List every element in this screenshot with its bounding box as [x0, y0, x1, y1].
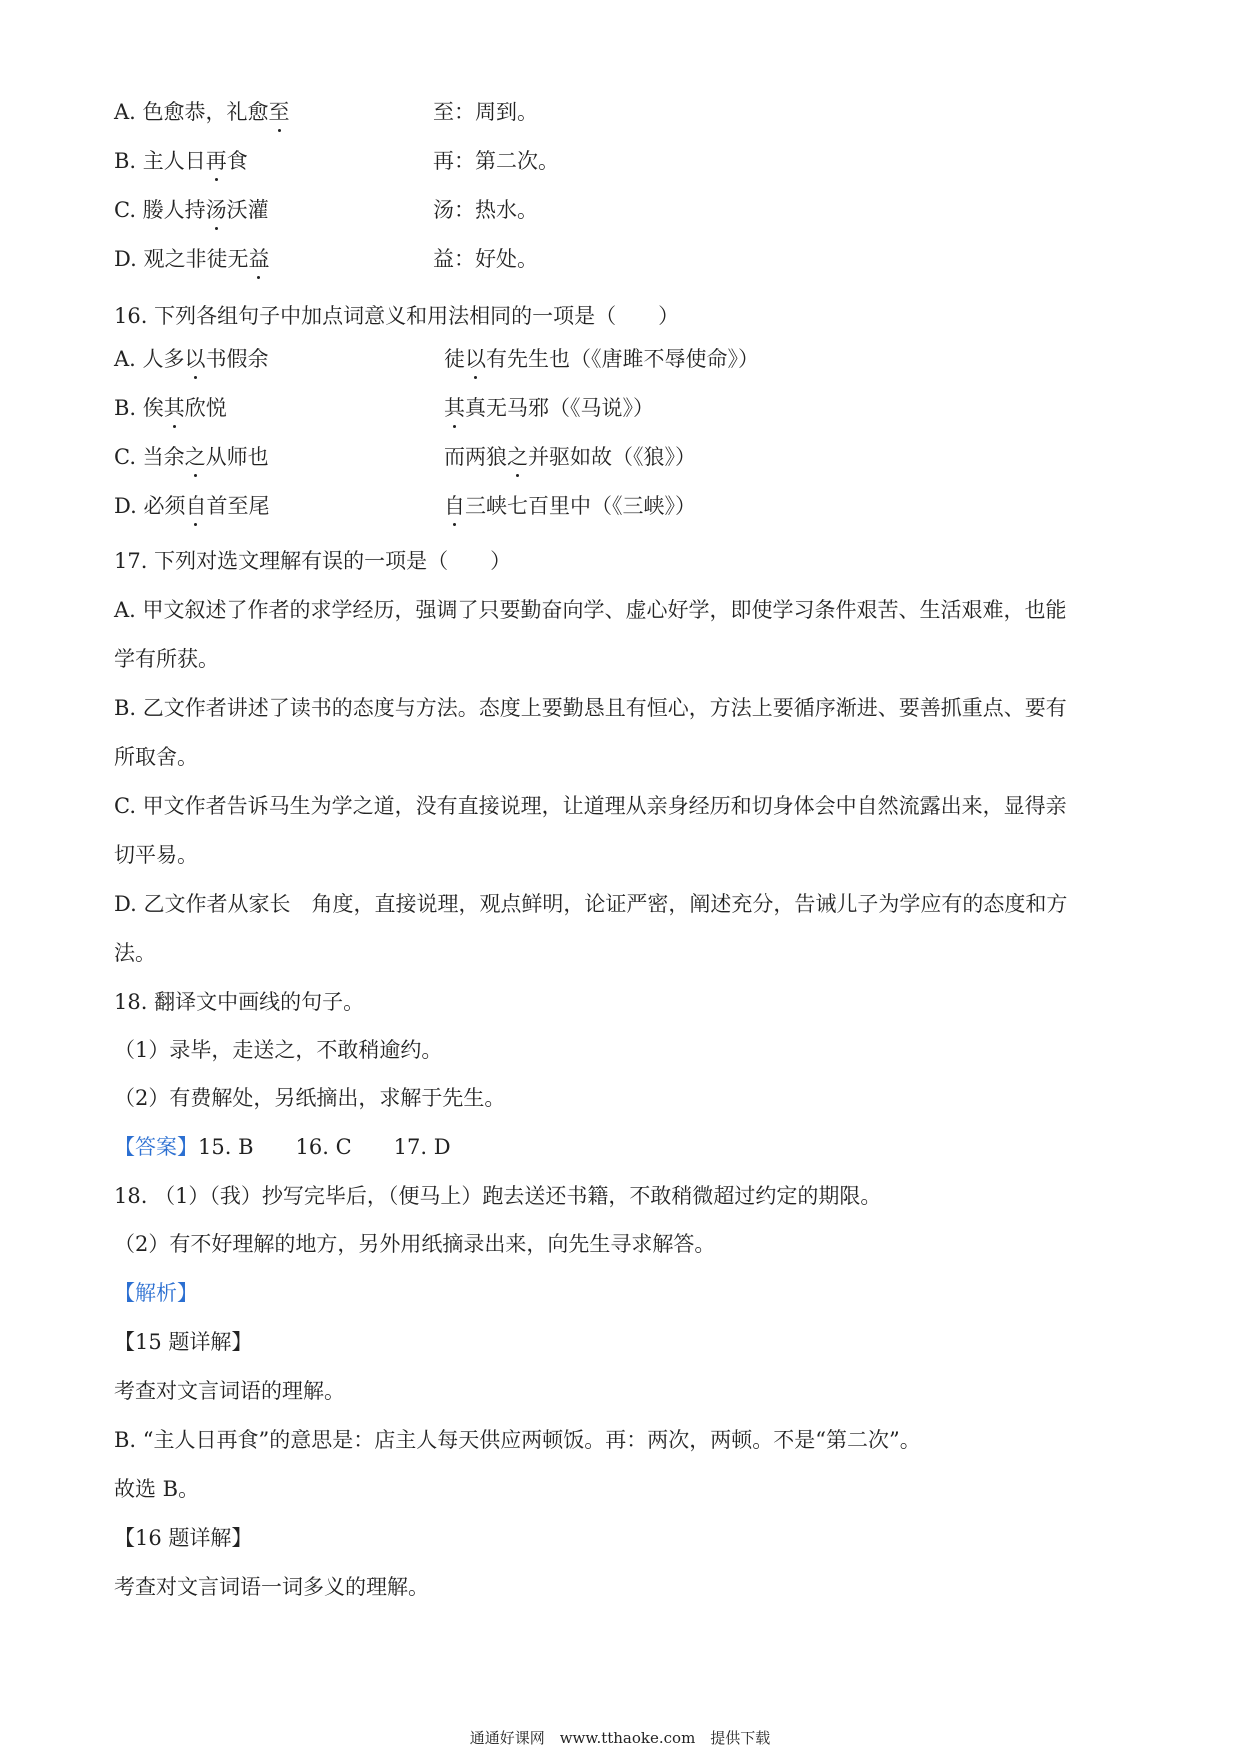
option-text: 食: [226, 149, 248, 173]
option-text: D. 观之非徒无: [114, 247, 249, 271]
option-text: 真无马邪（《马说》）: [465, 396, 654, 420]
q17-stem: 17. 下列对选文理解有误的一项是（ ）: [114, 549, 512, 573]
q16-option-c-right: [444, 443, 696, 471]
q16-option-b-left: [114, 394, 227, 422]
option-text: 欣悦: [184, 396, 227, 420]
detail-16-para-1: 考查对文言词语一词多义的理解。: [114, 1575, 429, 1599]
q17-option-b-cont: 所取舍。: [114, 745, 198, 769]
dotted-word: 其: [444, 396, 465, 420]
q17-option-d: D. 乙文作者从家长 角度，直接说理，观点鲜明，论证严密，阐述充分，告诫儿子为学应有的态度和方: [114, 892, 1068, 916]
answer-18-2: （2）有不好理解的地方，另外用纸摘录出来，向先生寻求解答。: [114, 1232, 716, 1256]
q15-gloss-a: 至：周到。: [433, 100, 538, 124]
q16-option-b-right: [444, 394, 654, 422]
answer-18-1: 18. （1）（我）抄写完毕后，（便马上）跑去送还书籍，不敢稍微超过约定的期限。: [114, 1184, 882, 1208]
q16-option-a-right: [444, 345, 759, 373]
q18-sentence-1: （1）录毕，走送之，不敢稍逾约。: [114, 1038, 443, 1062]
option-text: 三峡七百里中（《三峡》）: [465, 494, 696, 518]
answer-line: [114, 1133, 451, 1161]
answer-text: 15. B 16. C 17. D: [198, 1135, 451, 1159]
q17-option-a-cont: 学有所获。: [114, 647, 219, 671]
dotted-word: 以: [465, 347, 486, 371]
q16-stem: 16. 下列各组句子中加点词意义和用法相同的一项是（ ）: [114, 304, 680, 328]
dotted-word: 益: [248, 247, 270, 271]
detail-15-para-3: 故选 B。: [114, 1477, 200, 1501]
option-text: 并驱如故（《狼》）: [528, 445, 696, 469]
dotted-word: 自: [185, 494, 207, 518]
page-footer: 通通好课网 www.tthaoke.com 提供下载: [469, 1729, 771, 1747]
option-text: 书假余: [205, 347, 269, 371]
dotted-word: 其: [163, 396, 185, 420]
q15-gloss-d: 益：好处。: [433, 247, 538, 271]
dotted-word: 至: [268, 100, 290, 124]
q17-option-c: C. 甲文作者告诉马生为学之道，没有直接说理，让道理从亲身经历和切身体会中自然流露出来，显得亲: [114, 794, 1067, 818]
dotted-word: 之: [184, 445, 206, 469]
analysis-tag: 【解析】: [114, 1281, 198, 1305]
option-text: 徒: [444, 347, 465, 371]
option-text: 沃灌: [226, 198, 269, 222]
option-text: A. 色愈恭，礼愈: [114, 100, 269, 124]
q17-option-a: A. 甲文叙述了作者的求学经历，强调了只要勤奋向学、虚心好学，即使学习条件艰苦、生活艰难，也能: [114, 598, 1067, 622]
option-text: C. 当余: [114, 445, 185, 469]
dotted-word: 以: [184, 347, 206, 371]
detail-15-heading: 【15 题详解】: [114, 1330, 253, 1354]
q18-stem: 18. 翻译文中画线的句子。: [114, 990, 365, 1014]
dotted-word: 自: [444, 494, 465, 518]
q17-option-d-cont: 法。: [114, 941, 156, 965]
option-text: 首至尾: [206, 494, 270, 518]
option-text: B. 俟: [114, 396, 164, 420]
answer-tag: 【答案】: [114, 1135, 198, 1159]
option-text: D. 必须: [114, 494, 186, 518]
option-text: 从师也: [205, 445, 269, 469]
option-text: B. 主人日: [114, 149, 206, 173]
q16-option-c-left: [114, 443, 269, 471]
q15-option-b: [114, 147, 248, 175]
q16-option-d-right: [444, 492, 696, 520]
q15-option-c: [114, 196, 269, 224]
q15-gloss-b: 再：第二次。: [433, 149, 559, 173]
q17-option-c-cont: 切平易。: [114, 843, 198, 867]
option-text: C. 媵人持: [114, 198, 206, 222]
detail-16-heading: 【16 题详解】: [114, 1526, 253, 1550]
option-text: A. 人多: [114, 347, 185, 371]
option-text: 而两狼: [444, 445, 507, 469]
q15-option-d: [114, 245, 269, 273]
q15-option-a: [114, 98, 290, 126]
q15-gloss-c: 汤：热水。: [433, 198, 538, 222]
detail-15-para-1: 考查对文言词语的理解。: [114, 1379, 345, 1403]
detail-15-para-2: B. “主人日再食”的意思是：店主人每天供应两顿饭。再：两次，两顿。不是“第二次”。: [114, 1428, 921, 1452]
dotted-word: 之: [507, 445, 528, 469]
option-text: 有先生也（《唐雎不辱使命》）: [486, 347, 759, 371]
q16-option-d-left: [114, 492, 269, 520]
q16-option-a-left: [114, 345, 269, 373]
dotted-word: 再: [205, 149, 227, 173]
q17-option-b: B. 乙文作者讲述了读书的态度与方法。态度上要勤恳且有恒心，方法上要循序渐进、要善抓重点、要有: [114, 696, 1067, 720]
dotted-word: 汤: [205, 198, 227, 222]
q18-sentence-2: （2）有费解处，另纸摘出，求解于先生。: [114, 1086, 506, 1110]
